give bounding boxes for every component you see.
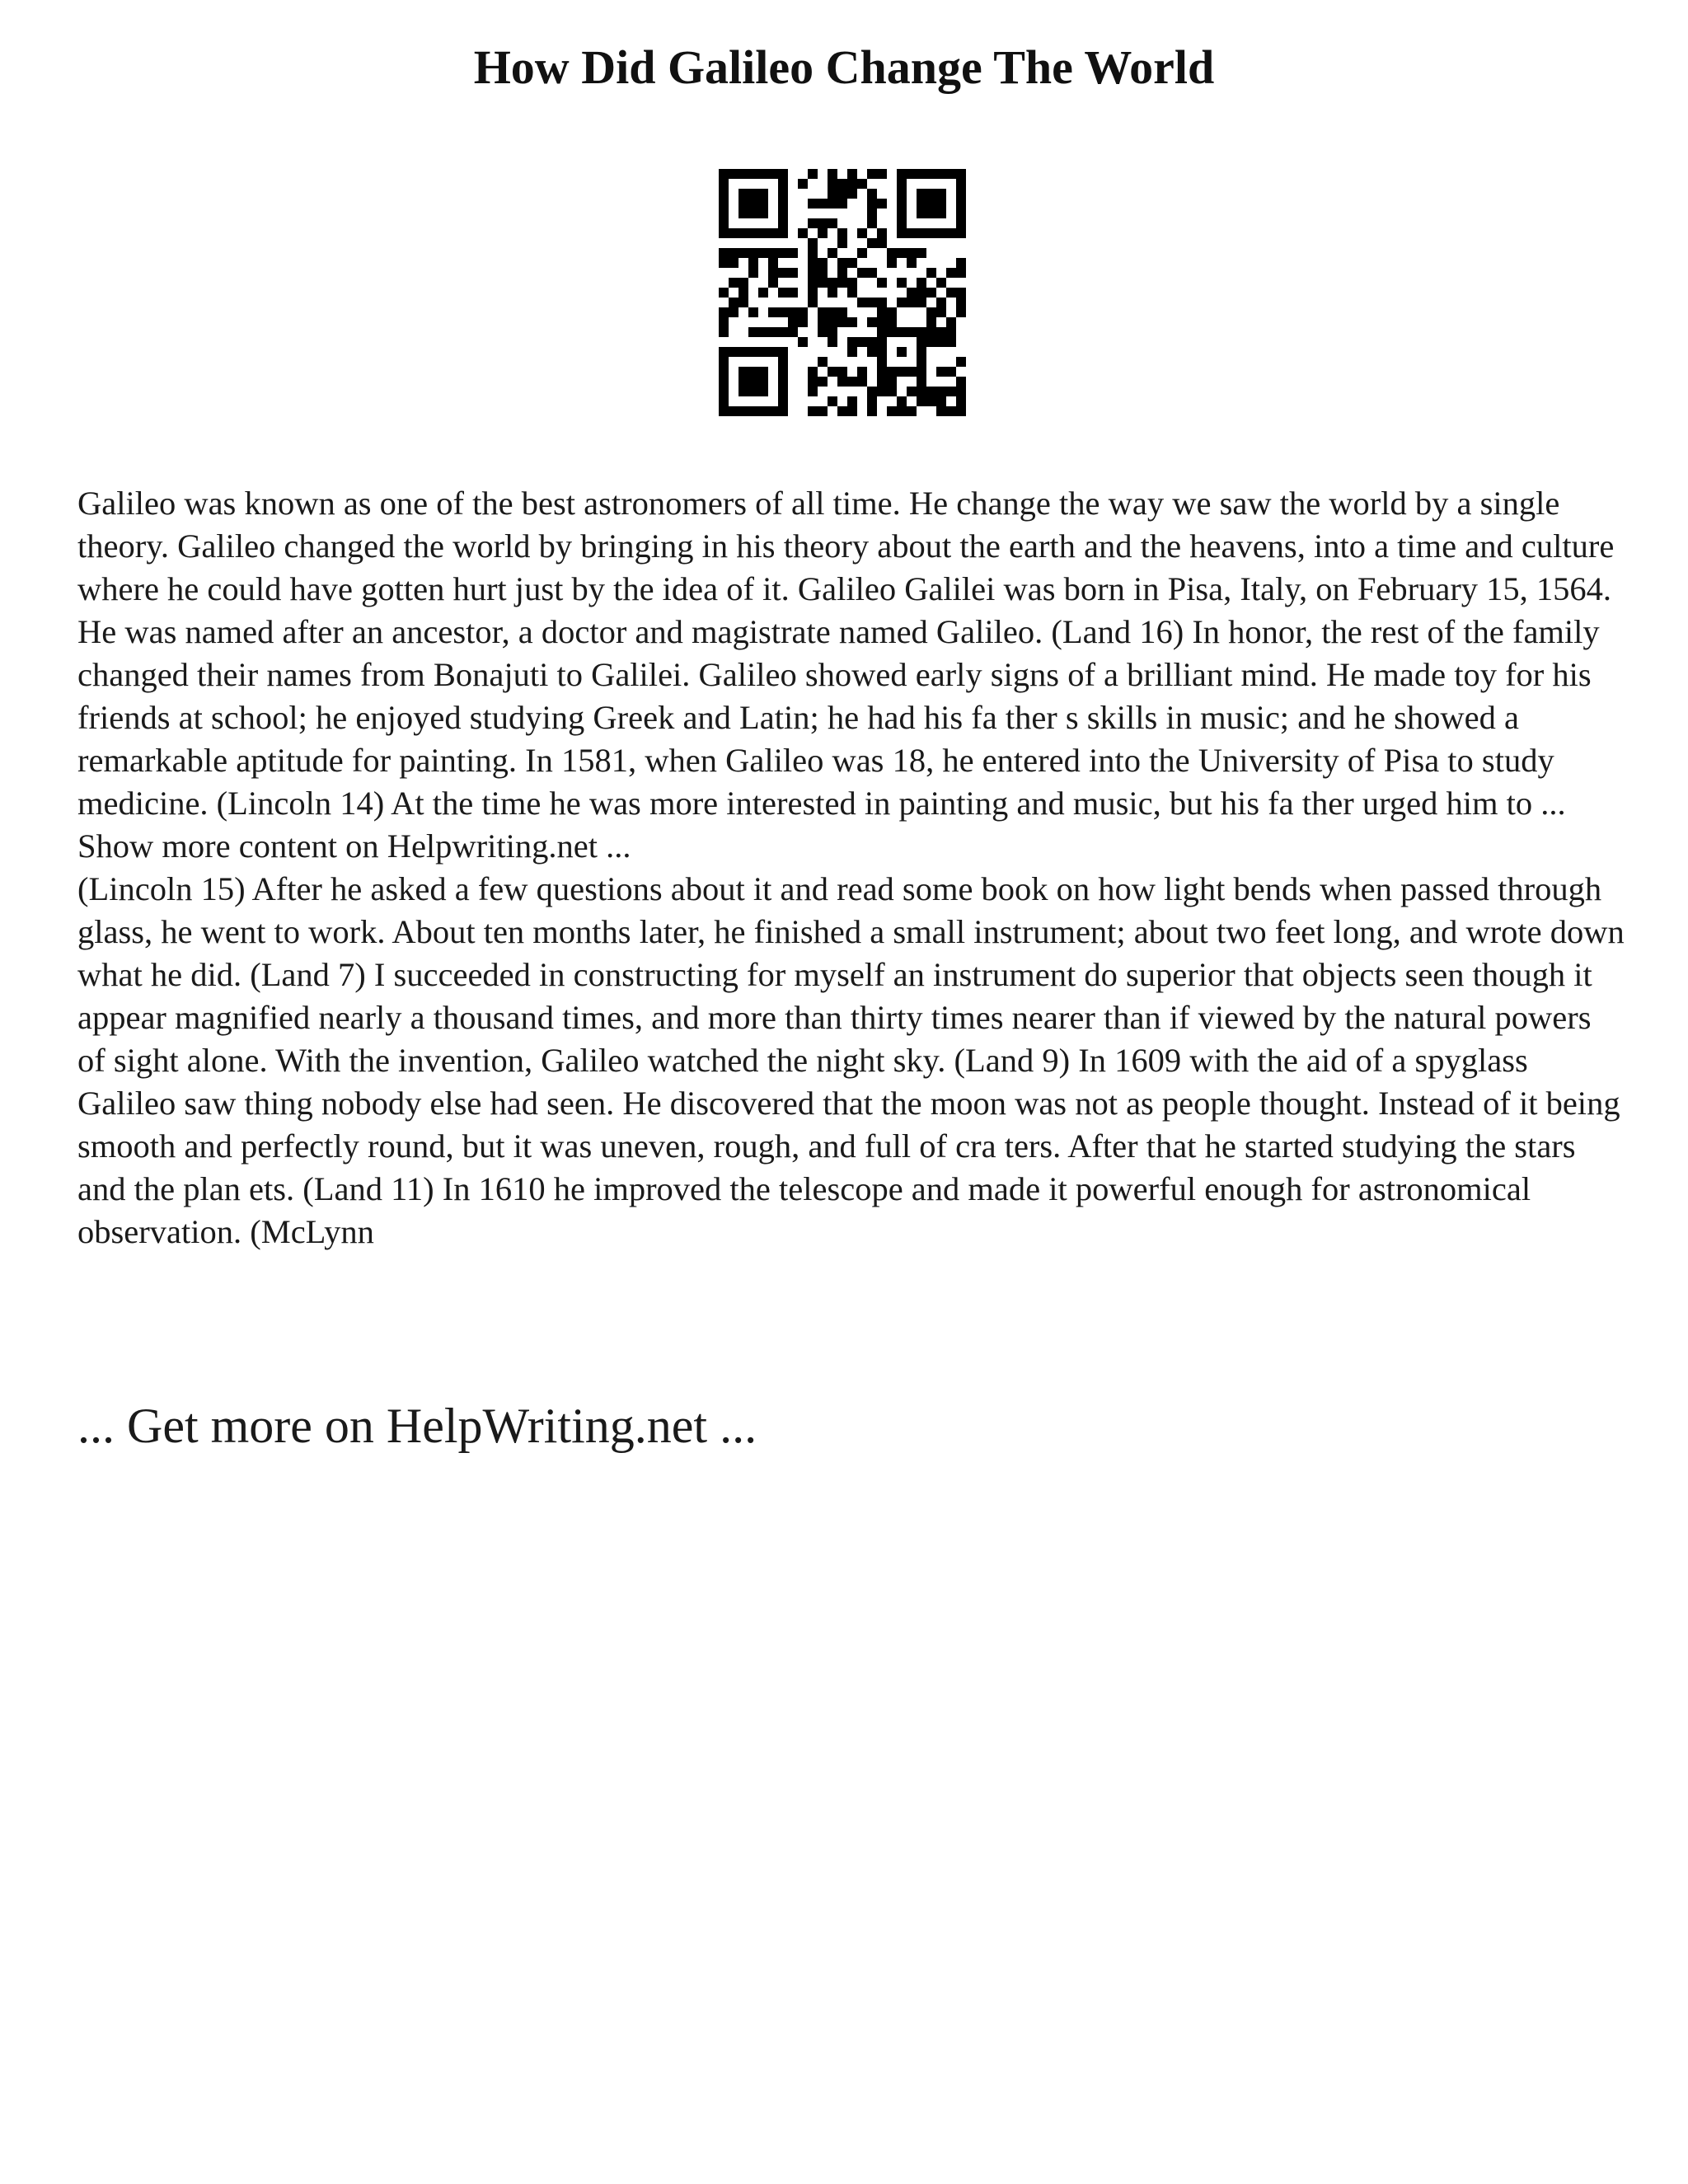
show-more-link[interactable]: Show more content on Helpwriting.net ... xyxy=(77,827,631,865)
page-title: How Did Galileo Change The World xyxy=(473,40,1215,94)
qr-code-icon xyxy=(719,169,966,416)
paragraph-2: (Lincoln 15) After he asked a few questions about it and read some book on how light bends when passed through glass, he went to work. About ten months later, he finished a small instrument; about two feet long, and wrote down what he did. (Land 7) I succeeded in constructing for myself an instrument do superior that objects seen though it appear magnified nearly a thousand times, and more than thirty times nearer than if viewed by the natural powers of sight alone. With the invention, Galileo watched the night sky. (Land 9) In 1609 with the aid of a spyglass Galileo saw thing nobody else had seen. He discovered that the moon was not as people thought. Instead of it being smooth and perfectly round, but it was uneven, rough, and full of cra ters. After that he started studying the stars and the plan ets. (Land 11) In 1610 he improved the telescope and made it powerful enough for astronomical observation. (McLynn xyxy=(77,870,1625,1250)
get-more-link[interactable]: ... Get more on HelpWriting.net ... xyxy=(77,1399,757,1453)
paragraph-1: Galileo was known as one of the best astronomers of all time. He change the way we saw the world by a single theory. Galileo changed the world by bringing in his theory about the earth and the heavens, into a time and culture where he could have gotten hurt just by the idea of it. Galileo Galilei was born in Pisa, Italy, on February 15, 1564. He was named after an ancestor, a doctor and magistrate named Galileo. (Land 16) In honor, the rest of the family changed their names from Bonajuti to Galilei. Galileo showed early signs of a brilliant mind. He made toy for his friends at school; he enjoyed studying Greek and Latin; he had his fa ther s skills in music; and he showed a remarkable aptitude for painting. In 1581, when Galileo was 18, he entered into the University of Pisa to study medicine. (Lincoln 14) At the time he was more interested in painting and music, but his fa ther urged him to ... xyxy=(77,485,1615,822)
article-body xyxy=(77,482,1627,1254)
